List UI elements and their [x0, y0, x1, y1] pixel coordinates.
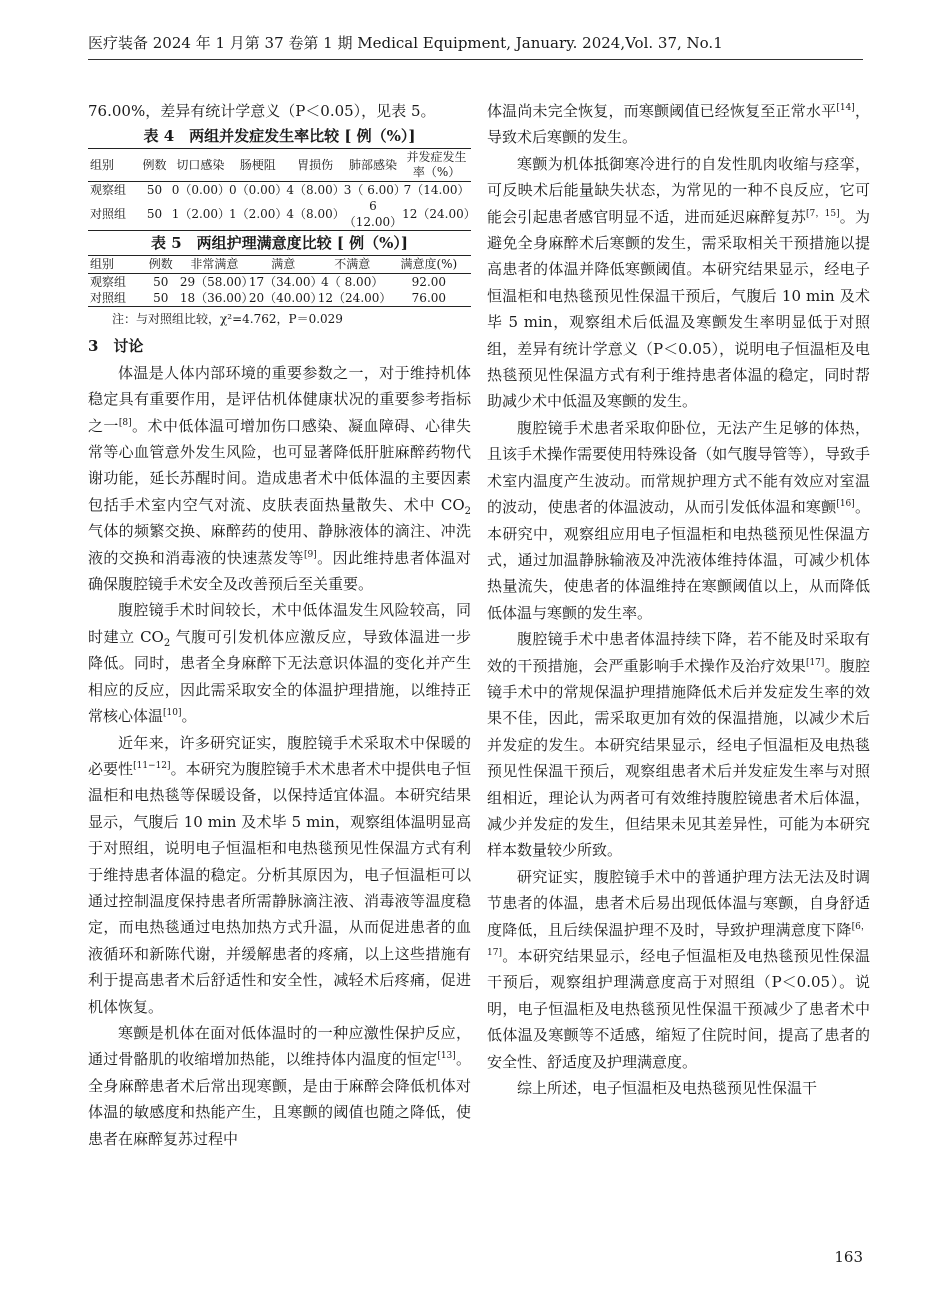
citation: [16] [836, 499, 855, 510]
table5-note: 注：与对照组比较，χ²=4.762，P＝0.029 [112, 312, 343, 327]
table-cell: 17（34.00） [248, 275, 323, 290]
t5-h-group: 组别 [90, 257, 115, 272]
citation: [14] [836, 103, 855, 113]
section-title: 3 讨论 [88, 337, 144, 356]
table-cell: 50 [146, 183, 163, 198]
paragraph: 体温尚未完全恢复，而寒颤阈值已经恢复至正常水平[14]，导致术后寒颤的发生。 [487, 102, 870, 147]
t4-h-gastric: 胃损伤 [297, 157, 334, 172]
table4 [88, 148, 476, 231]
t4-h-lung: 肺部感染 [348, 157, 397, 172]
t4-h-group: 组别 [90, 157, 115, 172]
t4-h-incision: 切口感染 [176, 157, 225, 172]
table-cell: 6（12.00） [343, 199, 403, 230]
paragraph: 综上所述，电子恒温柜及电热毯预见性保温干 [517, 1079, 818, 1098]
citation: [17] [805, 657, 825, 668]
intro-line: 76.00%，差异有统计学意义（P＜0.05），见表 5。 [88, 102, 436, 120]
citation: [8] [118, 417, 132, 428]
table-cell: 7（14.00） [403, 183, 470, 198]
table-cell: 29（58.00） [179, 275, 254, 290]
table-cell: 0（0.00） [229, 183, 288, 198]
table-row [88, 182, 471, 199]
paragraph: 腹腔镜手术患者采取仰卧位，无法产生足够的体热，且该手术操作需要使用特殊设备（如气腹导管等），导致手术室内温度产生波动。而常规护理方式不能有效应对室温的波动，使患者的体温波动，从而引发低体温和寒颤[16]。本研究中，观察组应用电子恒温柜和电热毯预见性保温方式，通过加温静脉输液及冲洗液体维持体温，可减少机体热量流失，使患者的体温维持在寒颤阈值以上，从而降低低体温与寒颤的发生率。 [487, 418, 870, 622]
running-header: 医疗装备 2024 年 1 月第 37 卷第 1 期 Medical Equipment, January. 2024,Vol. 37, No.1 [88, 32, 863, 60]
table-cell: 4（8.00） [286, 207, 345, 222]
table-cell: 观察组 [90, 275, 127, 290]
paragraph: 寒颤是机体在面对低体温时的一种应激性保护反应，通过骨骼肌的收缩增加热能，以维持体内温度的恒定[13]。全身麻醉患者术后常出现寒颤，是由于麻醉会降低机体对体温的敏感度和热能产生，且寒颤的阈值也随之降低，使患者在麻醉复苏过程中 [88, 1023, 471, 1148]
t5-h-unsatisfied: 不满意 [334, 257, 371, 272]
paragraph: 研究证实，腹腔镜手术中的普通护理方法无法及时调节患者的体温，患者术后易出现低体温与寒颤，自身舒适度降低，且后续保温护理不及时，导致护理满意度下降[6，17]。本研究结果显示，经电子恒温柜及电热毯预见性保温干预后，观察组护理满意度高于对照组（P＜0.05）。说明，电子恒温柜及电热毯预见性保温干预减少了患者术中低体温及寒颤等不适感，缩短了住院时间，提高了患者的安全性、舒适度及护理满意度。 [487, 867, 870, 1071]
t4-h-n: 例数 [142, 157, 167, 172]
paragraph: 体温是人体内部环境的重要参数之一，对于维持机体稳定具有重要作用，是评估机体健康状况的重要参考指标之一[8]。术中低体温可增加伤口感染、凝血障碍、心律失常等心血管意外发生风险，也可显著降低肝脏麻醉药物代谢功能，延长苏醒时间。造成患者术中低体温的主要因素包括手术室内空气对流、皮肤表面热量散失、术中 $CO_2$ 气体的频繁交换、麻醉药的使用、静脉液体的滴注、冲洗液的交换和消毒液的快速蒸发等[9]。因此维持患者体温对确保腹腔镜手术安全及改善预后至关重要。 [88, 363, 471, 594]
paragraph: 腹腔镜手术时间较长，术中低体温发生风险较高，同时建立 $CO_2$ 气腹可引发机体应激反应，导致体温进一步降低。同时，患者全身麻醉下无法意识体温的变化并产生相应的反应，因此需采取安全的体温护理措施，以维持正常核心体温[10]。 [88, 601, 471, 726]
table-cell: 4（8.00） [286, 183, 345, 198]
table-cell: 76.00 [411, 291, 447, 306]
table-cell: 12（24.00） [317, 291, 392, 306]
table-cell: 50 [153, 275, 169, 290]
t4-h-rate: 并发症发生率（%） [406, 150, 467, 180]
citation: [9] [303, 549, 317, 560]
table-cell: 对照组 [90, 207, 127, 222]
table-cell: 1（2.00） [229, 207, 288, 222]
page-number: 163 [834, 1248, 863, 1266]
citation: [6，17] [487, 921, 870, 958]
t5-h-satisfied: 满意 [271, 257, 296, 272]
citation: [11−12] [133, 760, 171, 771]
table-cell: 92.00 [411, 275, 447, 290]
table-cell: 4（ 8.00） [321, 275, 384, 290]
t5-h-n: 例数 [148, 257, 173, 272]
table-row [88, 290, 471, 307]
left-column [88, 98, 476, 1152]
t5-h-very: 非常满意 [190, 257, 239, 272]
table-cell: 20（40.00） [248, 291, 323, 306]
table-cell: 0（0.00） [171, 183, 231, 198]
table-row [88, 274, 471, 291]
paragraph: 腹腔镜手术中患者体温持续下降，若不能及时采取有效的干预措施，会严重影响手术操作及治疗效果[17]。腹腔镜手术中的常规保温护理措施降低术后并发症发生率的效果不佳，因此，需采取更加有效的保温措施，以减少术后并发症的发生。本研究结果显示，经电子恒温柜及电热毯预见性保温干预后，观察组患者术后并发症发生率与对照组相近，理论认为两者可有效维持腹腔镜患者术后体温，减少并发症的发生，但结果未见其差异性，可能为本研究样本数量较少所致。 [487, 630, 870, 860]
table5-caption: 表 5 两组护理满意度比较 [ 例（%）] [150, 234, 409, 253]
table-cell: 3（ 6.00） [343, 183, 406, 198]
right-column [487, 98, 870, 1101]
table-row [88, 198, 471, 231]
table5-header-row [88, 256, 471, 274]
table5 [88, 255, 471, 307]
table-cell: 对照组 [90, 291, 127, 306]
table-cell: 1（2.00） [171, 207, 231, 222]
t5-h-rate: 满意度(%) [400, 257, 458, 272]
citation: [7，15] [806, 208, 840, 219]
paragraph: 寒颤为机体抵御寒冷进行的自发性肌肉收缩与痉挛，可反映术后能量缺失状态，为常见的一种不良反应，它可能会引起患者感官明显不适，进而延迟麻醉复苏[7，15]。为避免全身麻醉术后寒颤的发生，需采取相关干预措施以提高患者的体温并降低寒颤阈值。本研究结果显示，经电子恒温柜和电热毯预见性保温干预后，气腹后 10 min 及术毕 5 min，观察组术后低温及寒颤发生率明显低于对照组，差异有统计学意义（P＜0.05），说明电子恒温柜及电热毯预见性保温方式有利于维持患者体温的稳定，同时帮助减少术中低温及寒颤的发生。 [487, 154, 870, 411]
t4-h-ileus: 肠梗阻 [239, 157, 276, 172]
paragraph: 近年来，许多研究证实，腹腔镜手术采取术中保暖的必要性[11−12]。本研究为腹腔镜手术术患者术中提供电子恒温柜和电热毯等保暖设备，以保持适宜体温。本研究结果显示，气腹后 10 min 及术毕 5 min，观察组体温明显高于对照组，说明电子恒温柜和电热毯预见性保温方式有利于维持患者体温的稳定。分析其原因为，电子恒温柜可以通过控制温度保持患者所需静脉滴注液、消毒液等温度稳定，而电热毯通过电热加热方式升温，从而促进患者的血液循环和新陈代谢，并缓解患者的疼痛，以上这些措施有利于提高患者术后舒适性和安全性，减轻术后疼痛，促进机体恢复。 [88, 733, 471, 1016]
table4-header-row [88, 149, 471, 182]
table4-caption: 表 4 两组并发症发生率比较 [ 例（%）] [143, 127, 416, 146]
citation: [10] [163, 708, 182, 719]
citation: [13] [437, 1051, 456, 1062]
table-cell: 观察组 [90, 183, 127, 198]
table-cell: 50 [153, 291, 169, 306]
table-cell: 50 [146, 207, 163, 222]
table-cell: 12（24.00） [402, 207, 476, 222]
table-cell: 18（36.00） [179, 291, 254, 306]
